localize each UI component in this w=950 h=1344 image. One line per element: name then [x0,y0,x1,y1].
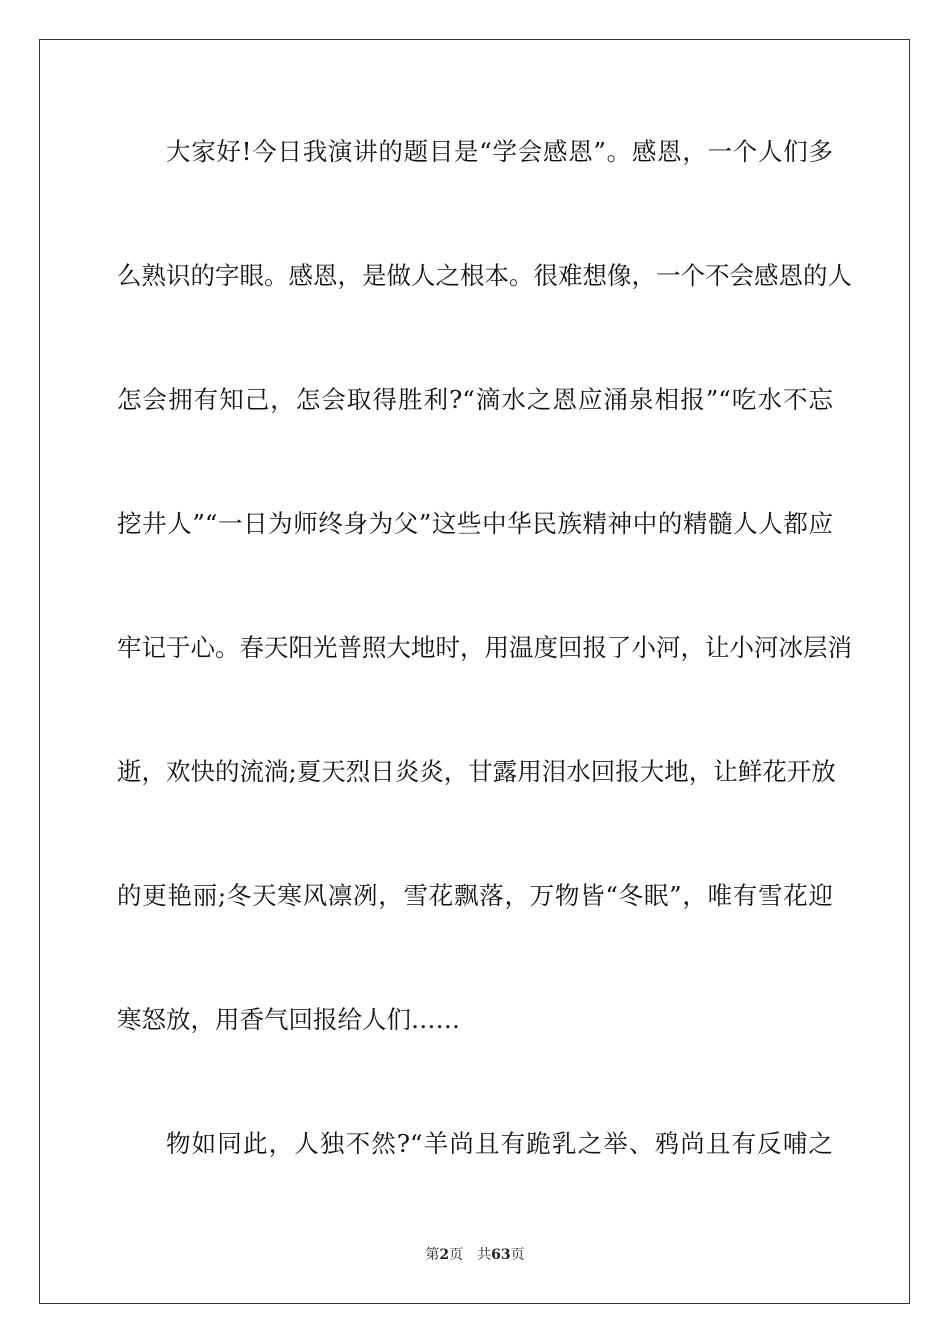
paragraph-line-7: 的更艳丽;冬天寒风凛冽，雪花飘落，万物皆“冬眠”，唯有雪花迎 [117,881,833,910]
page-footer [0,1245,950,1265]
total-prefix: 共 [477,1247,492,1263]
paragraph-line-5: 牢记于心。春天阳光普照大地时，用温度回报了小河，让小河冰层消 [117,633,852,662]
total-pages: 63 [491,1247,511,1263]
total-suffix: 页 [510,1247,525,1263]
page-prefix: 第 [425,1247,440,1263]
paragraph-line-1: 大家好!今日我演讲的题目是“学会感恩”。感恩，一个人们多 [166,137,833,166]
paragraph-line-3: 怎会拥有知己，怎会取得胜利?“滴水之恩应涌泉相报”“吃水不忘 [117,385,833,414]
paragraph-line-2: 么熟识的字眼。感恩，是做人之根本。很难想像，一个不会感恩的人 [117,261,852,290]
page-suffix: 页 [449,1247,464,1263]
paragraph-line-6: 逝，欢快的流淌;夏天烈日炎炎，甘露用泪水回报大地，让鲜花开放 [117,757,836,786]
page-number: 2 [439,1247,450,1263]
paragraph-line-8: 寒怒放，用香气回报给人们…… [117,1005,460,1034]
page-border [39,39,910,1304]
paragraph-line-9: 物如同此，人独不然?“羊尚且有跪乳之举、鸦尚且有反哺之 [166,1129,833,1158]
paragraph-line-4: 挖井人”“一日为师终身为父”这些中华民族精神中的精髓人人都应 [117,509,833,538]
